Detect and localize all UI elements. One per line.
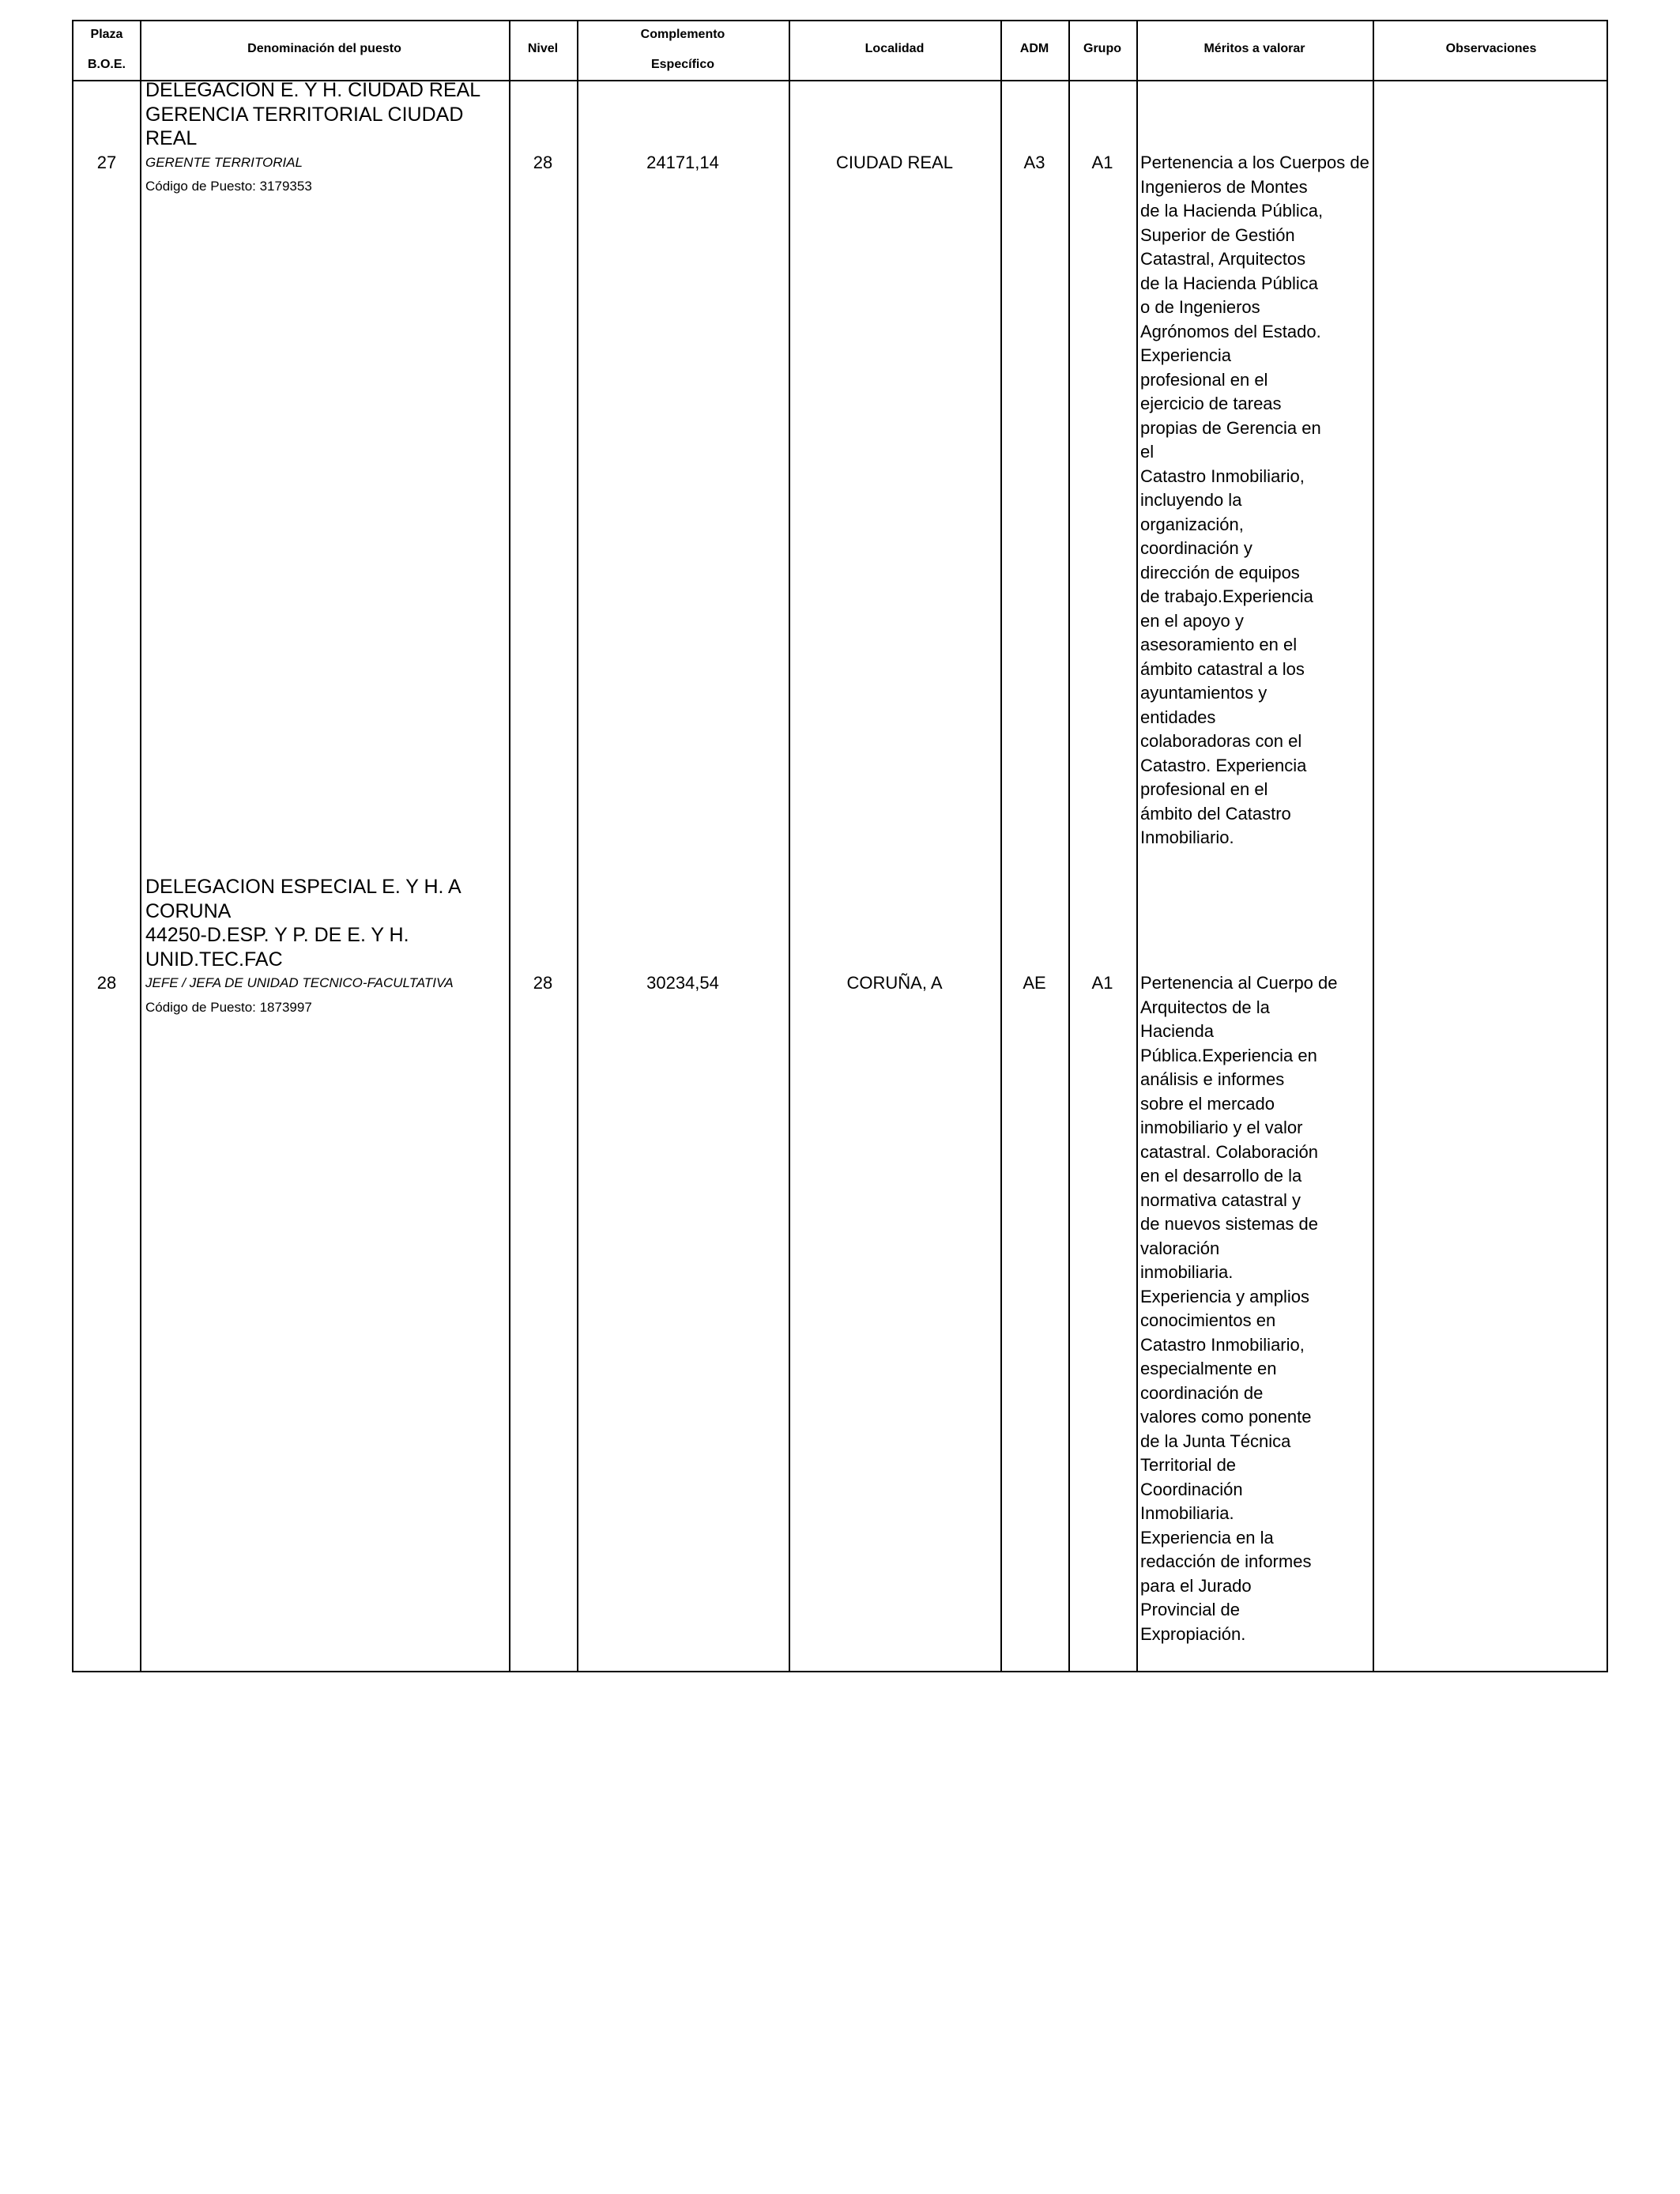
merit-line: en el apoyo y [1140, 610, 1244, 631]
merit-line: valoración [1140, 1238, 1220, 1258]
header-plaza-line1: Plaza [90, 28, 123, 41]
row1-adm: A3 [1023, 153, 1045, 172]
header-denominacion-label: Denominación del puesto [247, 42, 401, 55]
merit-line: Inmobiliaria. [1140, 1503, 1234, 1523]
merit-line: Expropiación. [1140, 1623, 1246, 1644]
merit-line: redacción de informes [1140, 1551, 1312, 1571]
row1-den-line2: GERENCIA TERRITORIAL CIUDAD [145, 103, 464, 126]
header-grupo [1068, 21, 1136, 80]
header-observaciones-label: Observaciones [1445, 42, 1537, 55]
merit-line: coordinación y [1140, 538, 1252, 558]
merit-line: normativa catastral y [1140, 1189, 1301, 1210]
merit-line: Catastro Inmobiliario, [1140, 466, 1305, 486]
header-grupo-label: Grupo [1083, 42, 1121, 55]
merit-line: sobre el mercado [1140, 1093, 1275, 1114]
merit-line: especialmente en [1140, 1359, 1277, 1378]
column-divider [789, 21, 790, 1671]
row2-den-line3: 44250-D.ESP. Y P. DE E. Y H. [145, 924, 409, 946]
row2-den-line4: UNID.TEC.FAC [145, 948, 283, 971]
merit-line: dirección de equipos [1140, 562, 1300, 582]
merit-line: catastral. Colaboración [1140, 1141, 1319, 1162]
header-adm [1000, 21, 1068, 80]
row2-localidad: CORUÑA, A [846, 973, 943, 993]
merit-line: Provincial de [1140, 1600, 1240, 1619]
header-nivel-label: Nivel [527, 42, 559, 55]
header-nivel [509, 21, 577, 80]
row2-den-line2: CORUNA [145, 899, 232, 922]
merit-line: Pertenencia a los Cuerpos de [1140, 153, 1369, 172]
row2-nivel: 28 [533, 973, 553, 993]
header-denominacion [140, 21, 509, 80]
merit-line: Experiencia en la [1140, 1527, 1274, 1547]
merit-line: incluyendo la [1140, 490, 1242, 510]
row2-puesto: JEFE / JEFA DE UNIDAD TECNICO-FACULTATIVA [145, 975, 454, 990]
merit-line: ámbito catastral a los [1140, 658, 1305, 679]
row1-grupo: A1 [1091, 153, 1113, 172]
column-divider [577, 21, 578, 1671]
merit-line: ejercicio de tareas [1140, 394, 1282, 413]
merit-line: Agrónomos del Estado. [1140, 321, 1321, 341]
merit-line: Inmobiliario. [1140, 827, 1234, 847]
row2-adm: AE [1023, 973, 1046, 993]
row2-meritos [1140, 971, 1373, 1646]
merit-line: propias de Gerencia en [1140, 417, 1321, 438]
merit-line: Pública.Experiencia en [1140, 1045, 1317, 1065]
merit-line: Ingenieros de Montes [1140, 176, 1308, 197]
header-complemento-line1: Complemento [640, 28, 725, 41]
row2-den-line1: DELEGACION ESPECIAL E. Y H. A [145, 876, 461, 898]
merit-line: asesoramiento en el [1140, 635, 1298, 654]
header-complemento [577, 21, 789, 80]
merit-line: Catastro. Experiencia [1140, 755, 1307, 775]
header-observaciones [1373, 21, 1610, 80]
merit-line: Hacienda [1140, 1021, 1214, 1041]
header-adm-label: ADM [1019, 42, 1049, 55]
column-divider [1136, 21, 1138, 1671]
header-meritos-label: Méritos a valorar [1203, 42, 1305, 55]
row2-denominacion [145, 875, 509, 1020]
header-plaza [73, 21, 140, 80]
merit-line: análisis e informes [1140, 1069, 1285, 1089]
row2-complemento: 30234,54 [646, 973, 719, 993]
row1-den-line1: DELEGACION E. Y H. CIUDAD REAL [145, 79, 481, 101]
merit-line: de la Hacienda Pública [1140, 273, 1319, 293]
merit-line: Superior de Gestión [1140, 224, 1295, 245]
merit-line: de la Junta Técnica [1140, 1431, 1291, 1451]
merit-line: Catastro Inmobiliario, [1140, 1334, 1305, 1355]
header-complemento-line2: Específico [650, 58, 715, 71]
row2-plaza: 28 [96, 973, 117, 993]
merit-line: coordinación de [1140, 1382, 1264, 1403]
vacancies-table [72, 20, 1608, 1672]
merit-line: ámbito del Catastro [1140, 803, 1291, 824]
column-divider [1373, 21, 1374, 1671]
merit-line: para el Jurado [1140, 1575, 1252, 1596]
merit-line: Coordinación [1140, 1479, 1243, 1499]
column-divider [1000, 21, 1002, 1671]
row1-localidad: CIUDAD REAL [836, 153, 953, 172]
header-localidad [789, 21, 1000, 80]
merit-line: entidades [1140, 707, 1216, 727]
merit-line: Experiencia y amplios [1140, 1286, 1309, 1306]
row2-grupo: A1 [1091, 973, 1113, 993]
column-divider [509, 21, 510, 1671]
merit-line: o de Ingenieros [1140, 297, 1260, 317]
merit-line: de trabajo.Experiencia [1140, 586, 1313, 606]
merit-line: profesional en el [1140, 779, 1268, 799]
merit-line: colaboradoras con el [1140, 731, 1302, 751]
merit-line: organización, [1140, 514, 1244, 534]
row1-complemento: 24171,14 [646, 153, 719, 172]
row1-meritos [1140, 151, 1373, 850]
merit-line: ayuntamientos y [1140, 683, 1268, 703]
merit-line: Experiencia [1140, 345, 1231, 365]
merit-line: profesional en el [1140, 369, 1268, 390]
row1-denominacion [145, 78, 509, 199]
merit-line: Pertenencia al Cuerpo de [1140, 973, 1338, 993]
merit-line: de nuevos sistemas de [1140, 1214, 1319, 1234]
header-plaza-line2: B.O.E. [87, 58, 126, 71]
row2-codigo: Código de Puesto: 1873997 [145, 999, 312, 1015]
header-meritos [1136, 21, 1373, 80]
row1-nivel: 28 [533, 153, 553, 172]
merit-line: inmobiliaria. [1140, 1262, 1234, 1282]
row1-den-line3: REAL [145, 127, 198, 149]
merit-line: el [1140, 442, 1155, 462]
merit-line: conocimientos en [1140, 1310, 1276, 1330]
merit-line: valores como ponente [1140, 1407, 1312, 1427]
row1-puesto: GERENTE TERRITORIAL [145, 154, 303, 170]
column-divider [140, 21, 141, 1671]
merit-line: inmobiliario y el valor [1140, 1118, 1303, 1137]
column-divider [1068, 21, 1070, 1671]
merit-line: Territorial de [1140, 1455, 1237, 1475]
row1-plaza: 27 [96, 153, 117, 172]
merit-line: de la Hacienda Pública, [1140, 201, 1324, 221]
merit-line: Catastral, Arquitectos [1140, 249, 1306, 269]
merit-line: Arquitectos de la [1140, 997, 1270, 1017]
header-localidad-label: Localidad [864, 42, 925, 55]
row1-codigo: Código de Puesto: 3179353 [145, 179, 312, 194]
merit-line: en el desarrollo de la [1140, 1166, 1302, 1186]
